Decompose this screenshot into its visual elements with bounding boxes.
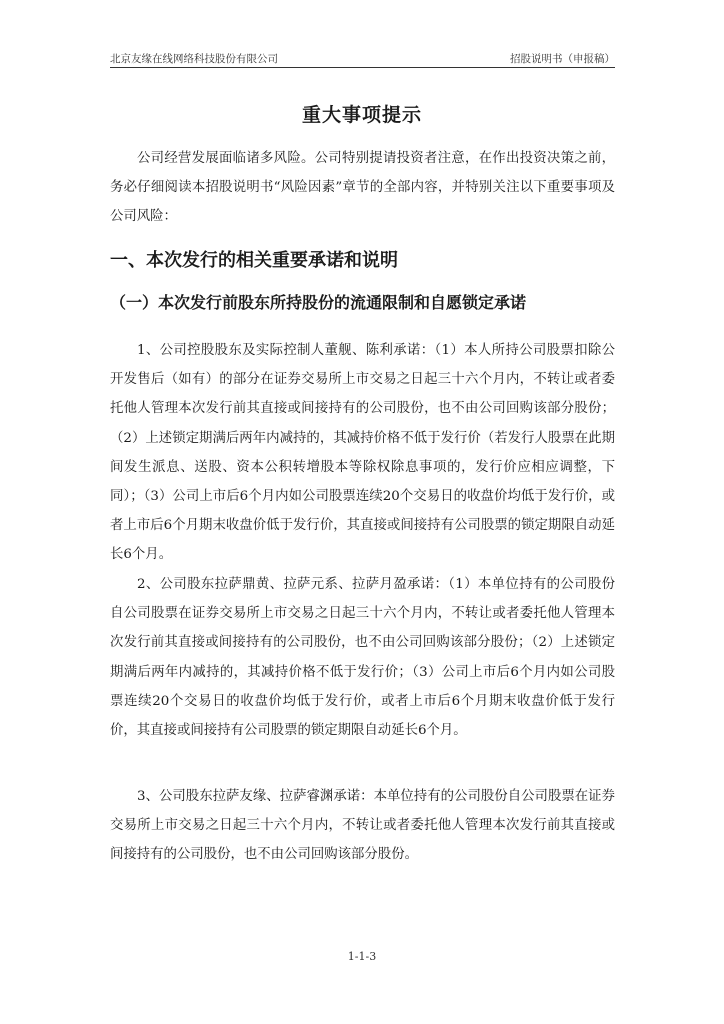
intro-paragraph: 公司经营发展面临诸多风险。公司特别提请投资者注意，在作出投资决策之前，务必仔细阅读本招股说明书“风险因素”章节的全部内容，并特别关注以下重要事项及公司风险： bbox=[110, 151, 615, 225]
subsection-heading: （一）本次发行前股东所持股份的流通限制和自愿锁定承诺 bbox=[110, 293, 527, 312]
commitment-paragraph-2: 2、公司股东拉萨鼎黄、拉萨元系、拉萨月盈承诺：（1）本单位持有的公司股份自公司股票在证券交易所上市交易之日起三十六个月内，不转让或者委托他人管理本次发行前其直接或间接持有的公司股份，也不由公司回购该部分股份；（2）上述锁定期满后两年内减持的，其减持价格不低于发行价；（3）公司上市后6个月内如公司股票连续20个交易日的收盘价均低于发行价，或者上市后6个月期末收盘价低于发行价，其直接或间接持有公司股票的锁定期限自动延长6个月。 bbox=[110, 577, 615, 739]
commitment-paragraph-3: 3、公司股东拉萨友缘、拉萨睿渊承诺：本单位持有的公司股份自公司股票在证券交易所上市交易之日起三十六个月内，不转让或者委托他人管理本次发行前其直接或间接持有的公司股份，也不由公司回购该部分股份。 bbox=[110, 789, 615, 863]
page-header bbox=[110, 49, 615, 67]
section-heading: 一、本次发行的相关重要承诺和说明 bbox=[110, 250, 398, 271]
header-company-name: 北京友缘在线网络科技股份有限公司 bbox=[110, 53, 278, 65]
page-number: 1-1-3 bbox=[347, 950, 377, 963]
commitment-paragraph-1: 1、公司控股股东及实际控制人董舰、陈利承诺：（1）本人所持公司股票扣除公开发售后（如有）的部分在证券交易所上市交易之日起三十六个月内，不转让或者委托他人管理本次发行前其直接或间接持有的公司股份，也不由公司回购该部分股份；（2）上述锁定期满后两年内减持的，其减持价格不低于发行价（若发行人股票在此期间发生派息、送股、资本公积转增股本等除权除息事项的，发行价应相应调整，下同）；（3）公司上市后6个月内如公司股票连续20个交易日的收盘价均低于发行价，或者上市后6个月期末收盘价低于发行价，其直接或间接持有公司股票的锁定期限自动延长6个月。 bbox=[110, 343, 615, 563]
header-divider bbox=[110, 67, 615, 68]
header-document-type: 招股说明书（申报稿） bbox=[510, 53, 615, 65]
page-title: 重大事项提示 bbox=[301, 104, 422, 126]
